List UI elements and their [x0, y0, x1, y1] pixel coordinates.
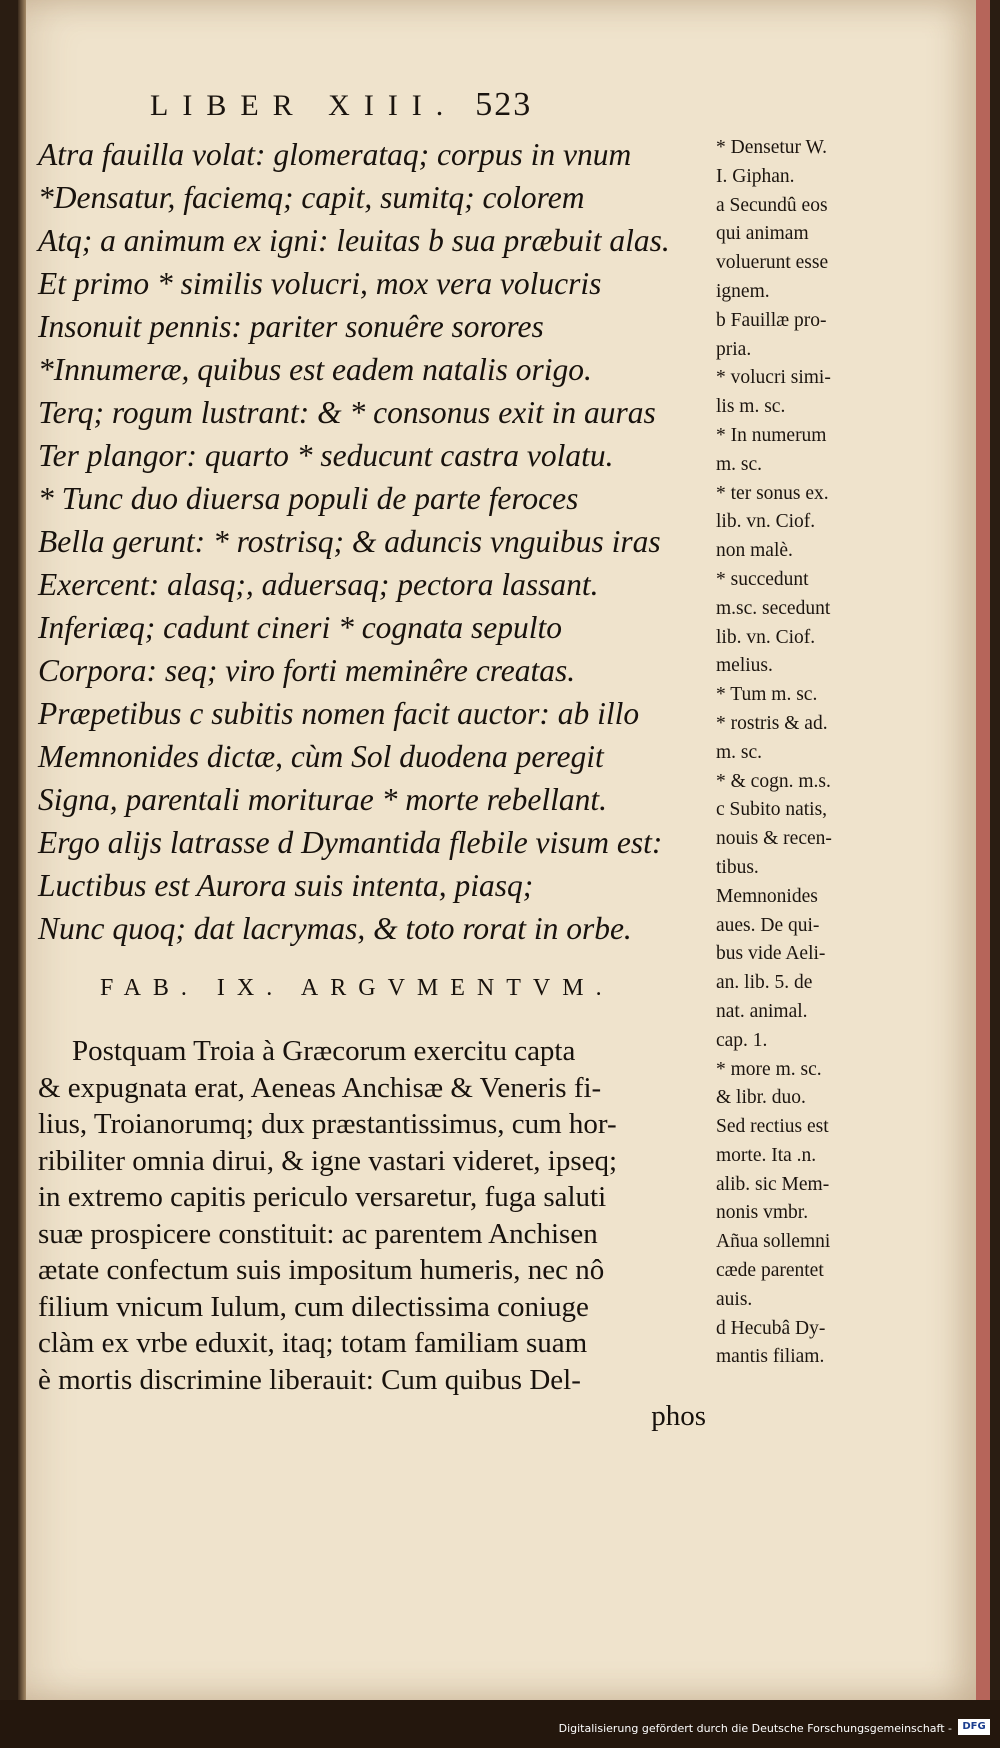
- verse-line: Præpetibus c subitis nomen facit auctor: ab illo: [38, 696, 640, 731]
- verse-line: Memnonides dictæ, cùm Sol duodena peregit: [38, 739, 604, 774]
- margin-note-line: voluerunt esse: [716, 252, 829, 274]
- margin-note-line: tibus.: [716, 856, 759, 878]
- margin-note-line: lib. vn. Ciof.: [716, 511, 816, 533]
- margin-note-line: * rostris & ad.: [716, 712, 828, 734]
- prose-line: Postquam Troia à Græcorum exercitu capta: [72, 1035, 576, 1067]
- prose-line: clàm ex vrbe eduxit, itaq; totam familiam suam: [38, 1327, 588, 1359]
- margin-note-line: I. Giphan.: [716, 165, 795, 187]
- margin-note-line: pria.: [716, 338, 752, 360]
- margin-note-line: * In numerum: [716, 424, 827, 446]
- margin-note-line: * ter sonus ex.: [716, 482, 829, 504]
- margin-note-line: c Subito natis,: [716, 799, 828, 821]
- verse-line: Exercent: alasq;, aduersaq; pectora lassant.: [38, 567, 599, 602]
- prose-line: è mortis discrimine liberauit: Cum quibus Del-: [38, 1363, 581, 1396]
- margin-note-line: cap. 1.: [716, 1029, 768, 1051]
- page-binding-edge: [18, 0, 26, 1700]
- verse-line: Nunc quoq; dat lacrymas, & toto rorat in orbe.: [38, 911, 632, 946]
- margin-note-line: melius.: [716, 655, 773, 677]
- margin-note-line: a Secundû eos: [716, 194, 828, 216]
- verse-line: Atq; a animum ex igni: leuitas b sua præbuit alas.: [38, 223, 670, 258]
- margin-note-line: * succedunt: [716, 568, 809, 590]
- margin-notes: [716, 134, 904, 1372]
- margin-note-line: an. lib. 5. de: [716, 972, 813, 994]
- verse-line: Ergo alijs latrasse d Dymantida flebile visum est:: [38, 825, 663, 860]
- verse-line: Inferiæq; cadunt cineri * cognata sepulto: [38, 610, 563, 645]
- margin-note-line: Memnonides: [716, 885, 818, 907]
- margin-note-line: aues. De qui-: [716, 914, 820, 936]
- prose-line: & expugnata erat, Aeneas Anchisæ & Veneris fi-: [38, 1071, 602, 1104]
- margin-note-line: nat. animal.: [716, 1000, 808, 1022]
- verse-line: Corpora: seq; viro forti meminêre creatas.: [38, 653, 576, 688]
- prose-block: [38, 1033, 718, 1435]
- prose-line: ribiliter omnia dirui, & igne vastari videret, ipseq;: [38, 1144, 618, 1177]
- running-header: [150, 86, 710, 124]
- margin-note-line: lis m. sc.: [716, 396, 786, 418]
- margin-note-line: * Densetur W.: [716, 137, 828, 158]
- verse-line: *Innumeræ, quibus est eadem natalis origo.: [38, 352, 592, 387]
- catchword: phos: [651, 1400, 706, 1432]
- verse-line: Insonuit pennis: pariter sonuêre sorores: [38, 309, 544, 344]
- margin-note-line: m.sc. secedunt: [716, 597, 831, 619]
- verse-block: [38, 133, 718, 950]
- margin-note-line: lib. vn. Ciof.: [716, 626, 816, 648]
- verse-line: Bella gerunt: * rostrisq; & aduncis vnguibus iras: [38, 524, 661, 559]
- margin-note-line: * volucri simi-: [716, 367, 831, 389]
- prose-line: suæ prospicere constituit: ac parentem Anchisen: [38, 1217, 598, 1250]
- margin-note-line: * & cogn. m.s.: [716, 770, 831, 792]
- margin-note-line: qui animam: [716, 223, 809, 245]
- margin-note-line: m. sc.: [716, 453, 763, 475]
- verse-line: Et primo * similis volucri, mox vera volucris: [38, 266, 602, 301]
- margin-note-line: & libr. duo.: [716, 1087, 806, 1109]
- margin-note-line: m. sc.: [716, 741, 763, 763]
- verse-line: Terq; rogum lustrant: & * consonus exit in auras: [38, 395, 656, 430]
- margin-note-line: d Hecubâ Dy-: [716, 1317, 826, 1339]
- running-title: LIBER XIII.: [150, 89, 458, 122]
- margin-note-line: cæde parentet: [716, 1260, 824, 1282]
- prose-line: ætate confectum suis impositum humeris, nec nô: [38, 1254, 605, 1286]
- verse-line: Luctibus est Aurora suis intenta, piasq;: [38, 868, 534, 903]
- margin-note-line: Sed rectius est: [716, 1116, 829, 1138]
- margin-note-line: ignem.: [716, 280, 770, 302]
- margin-note-line: nouis & recen-: [716, 828, 832, 850]
- prose-line: lius, Troianorumq; dux præstantissimus, cum hor-: [38, 1108, 617, 1140]
- margin-note-line: b Fauillæ pro-: [716, 309, 827, 331]
- funding-credit: Digitalisierung gefördert durch die Deutsche Forschungsgemeinschaft -: [558, 1722, 952, 1735]
- prose-line: in extremo capitis periculo versaretur, fuga saluti: [38, 1181, 607, 1213]
- verse-line: Atra fauilla volat: glomerataq; corpus in vnum: [38, 137, 632, 172]
- margin-note-line: nonis vmbr.: [716, 1202, 809, 1224]
- verse-line: Signa, parentali moriturae * morte rebellant.: [38, 782, 607, 817]
- margin-note-line: * more m. sc.: [716, 1058, 822, 1080]
- margin-note-line: non malè.: [716, 540, 793, 562]
- margin-note-line: morte. Ita .n.: [716, 1144, 817, 1166]
- page-number: 523: [475, 86, 533, 123]
- margin-note-line: alib. sic Mem-: [716, 1173, 830, 1195]
- margin-note-line: mantis filiam.: [716, 1346, 825, 1368]
- verse-line: * Tunc duo diuersa populi de parte feroces: [38, 481, 579, 516]
- margin-note-line: auis.: [716, 1288, 753, 1310]
- dfg-logo: DFG: [958, 1719, 990, 1735]
- argument-heading: FAB. IX. ARGVMENTVM.: [100, 975, 614, 1001]
- margin-note-line: Añua sollemni: [716, 1231, 831, 1253]
- margin-note-line: bus vide Aeli-: [716, 943, 826, 965]
- verse-line: Ter plangor: quarto * seducunt castra volatu.: [38, 438, 614, 473]
- verse-line: *Densatur, faciemq; capit, sumitq; colorem: [38, 180, 585, 215]
- margin-note-line: * Tum m. sc.: [716, 684, 818, 706]
- prose-line: filium vnicum Iulum, cum dilectissima coniuge: [38, 1290, 589, 1323]
